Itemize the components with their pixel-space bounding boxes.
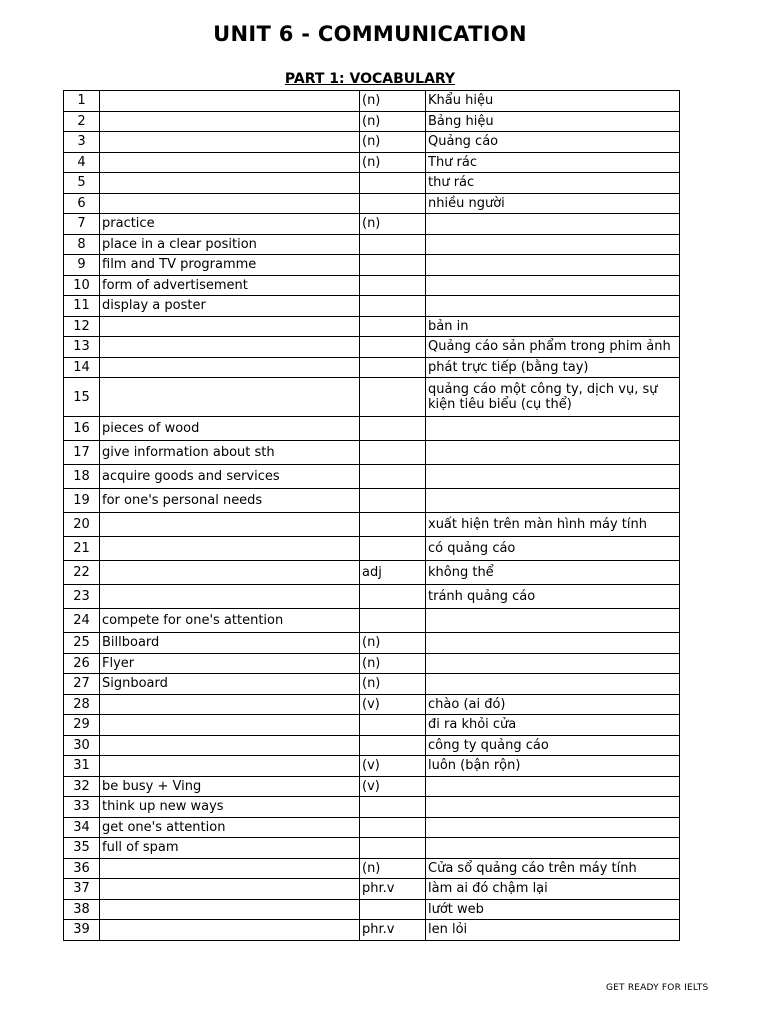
table-row [64,653,680,674]
word-type-cell [360,173,426,194]
vietnamese-meaning-cell [426,797,680,818]
english-term-cell [100,91,360,112]
table-row [64,899,680,920]
word-type-cell [360,465,426,489]
english-term-cell [100,858,360,879]
english-term-cell: acquire goods and services [100,465,360,489]
word-type-cell [360,193,426,214]
table-row [64,674,680,695]
row-number-cell: 20 [64,513,100,537]
word-type-cell [360,585,426,609]
row-number-cell: 4 [64,152,100,173]
row-number-cell: 14 [64,357,100,378]
english-term-cell: form of advertisement [100,275,360,296]
word-type-cell [360,275,426,296]
row-number-cell: 13 [64,337,100,358]
row-number-cell: 3 [64,132,100,153]
row-number-cell: 12 [64,316,100,337]
english-term-cell [100,715,360,736]
english-term-cell: be busy + Ving [100,776,360,797]
table-row [64,756,680,777]
row-number-cell: 26 [64,653,100,674]
row-number-cell: 15 [64,378,100,417]
vietnamese-meaning-cell: Cửa sổ quảng cáo trên máy tính [426,858,680,879]
english-term-cell: for one's personal needs [100,489,360,513]
word-type-cell [360,489,426,513]
word-type-cell [360,357,426,378]
row-number-cell: 32 [64,776,100,797]
table-row [64,234,680,255]
word-type-cell [360,797,426,818]
vietnamese-meaning-cell: xuất hiện trên màn hình máy tính [426,513,680,537]
vietnamese-meaning-cell: công ty quảng cáo [426,735,680,756]
english-term-cell: place in a clear position [100,234,360,255]
vietnamese-meaning-cell: thư rác [426,173,680,194]
row-number-cell: 2 [64,111,100,132]
table-row [64,633,680,654]
row-number-cell: 28 [64,694,100,715]
word-type-cell [360,715,426,736]
table-row [64,132,680,153]
word-type-cell: (v) [360,694,426,715]
english-term-cell [100,378,360,417]
english-term-cell: think up new ways [100,797,360,818]
table-row [64,513,680,537]
word-type-cell [360,537,426,561]
english-term-cell [100,756,360,777]
word-type-cell: (n) [360,674,426,695]
vietnamese-meaning-cell: Khẩu hiệu [426,91,680,112]
vietnamese-meaning-cell: lướt web [426,899,680,920]
vietnamese-meaning-cell [426,214,680,235]
vietnamese-meaning-cell: len lỏi [426,920,680,941]
table-row [64,797,680,818]
vietnamese-meaning-cell: bản in [426,316,680,337]
table-row [64,275,680,296]
table-row [64,537,680,561]
row-number-cell: 16 [64,417,100,441]
vietnamese-meaning-cell [426,609,680,633]
row-number-cell: 22 [64,561,100,585]
table-row [64,152,680,173]
row-number-cell: 37 [64,879,100,900]
vietnamese-meaning-cell: tránh quảng cáo [426,585,680,609]
vietnamese-meaning-cell [426,653,680,674]
word-type-cell [360,296,426,317]
word-type-cell: (n) [360,111,426,132]
english-term-cell [100,899,360,920]
row-number-cell: 25 [64,633,100,654]
vietnamese-meaning-cell [426,817,680,838]
vietnamese-meaning-cell: quảng cáo một công ty, dịch vụ, sự kiện tiêu biểu (cụ thể) [426,378,680,417]
vietnamese-meaning-cell: nhiều người [426,193,680,214]
english-term-cell [100,337,360,358]
vietnamese-meaning-cell: luôn (bận rộn) [426,756,680,777]
english-term-cell: get one's attention [100,817,360,838]
word-type-cell: (v) [360,776,426,797]
vietnamese-meaning-cell [426,674,680,695]
table-row [64,694,680,715]
vietnamese-meaning-cell [426,489,680,513]
vietnamese-meaning-cell [426,234,680,255]
table-row [64,465,680,489]
english-term-cell [100,193,360,214]
english-term-cell [100,561,360,585]
row-number-cell: 17 [64,441,100,465]
word-type-cell: (n) [360,152,426,173]
vocabulary-table-body [64,91,680,941]
row-number-cell: 23 [64,585,100,609]
word-type-cell [360,234,426,255]
table-row [64,173,680,194]
table-row [64,441,680,465]
row-number-cell: 30 [64,735,100,756]
table-row [64,378,680,417]
english-term-cell: Billboard [100,633,360,654]
vietnamese-meaning-cell: phát trực tiếp (bằng tay) [426,357,680,378]
vietnamese-meaning-cell: đi ra khỏi cửa [426,715,680,736]
table-row [64,817,680,838]
vietnamese-meaning-cell: có quảng cáo [426,537,680,561]
table-row [64,776,680,797]
vietnamese-meaning-cell [426,465,680,489]
table-row [64,879,680,900]
row-number-cell: 10 [64,275,100,296]
vietnamese-meaning-cell [426,838,680,859]
row-number-cell: 36 [64,858,100,879]
vietnamese-meaning-cell [426,275,680,296]
english-term-cell [100,173,360,194]
row-number-cell: 1 [64,91,100,112]
table-row [64,214,680,235]
english-term-cell [100,585,360,609]
word-type-cell: (v) [360,756,426,777]
page-title: UNIT 6 - COMMUNICATION [213,22,527,46]
table-row [64,735,680,756]
word-type-cell [360,817,426,838]
english-term-cell: compete for one's attention [100,609,360,633]
row-number-cell: 33 [64,797,100,818]
word-type-cell: phr.v [360,920,426,941]
section-title: PART 1: VOCABULARY [284,71,456,87]
row-number-cell: 6 [64,193,100,214]
vietnamese-meaning-cell [426,255,680,276]
english-term-cell [100,152,360,173]
row-number-cell: 34 [64,817,100,838]
vietnamese-meaning-cell [426,441,680,465]
table-row [64,296,680,317]
word-type-cell: (n) [360,132,426,153]
word-type-cell [360,838,426,859]
table-row [64,838,680,859]
word-type-cell: (n) [360,633,426,654]
row-number-cell: 19 [64,489,100,513]
table-row [64,111,680,132]
english-term-cell: display a poster [100,296,360,317]
row-number-cell: 18 [64,465,100,489]
vietnamese-meaning-cell [426,633,680,654]
row-number-cell: 27 [64,674,100,695]
vietnamese-meaning-cell [426,417,680,441]
english-term-cell [100,537,360,561]
english-term-cell: give information about sth [100,441,360,465]
table-row [64,193,680,214]
english-term-cell: film and TV programme [100,255,360,276]
word-type-cell [360,735,426,756]
row-number-cell: 9 [64,255,100,276]
row-number-cell: 31 [64,756,100,777]
vocabulary-table [63,90,680,941]
vietnamese-meaning-cell [426,776,680,797]
vietnamese-meaning-cell: Thư rác [426,152,680,173]
vietnamese-meaning-cell: Quảng cáo [426,132,680,153]
word-type-cell [360,609,426,633]
vietnamese-meaning-cell: làm ai đó chậm lại [426,879,680,900]
table-row [64,858,680,879]
table-row [64,255,680,276]
row-number-cell: 38 [64,899,100,920]
row-number-cell: 21 [64,537,100,561]
english-term-cell [100,132,360,153]
vietnamese-meaning-cell: chào (ai đó) [426,694,680,715]
english-term-cell [100,513,360,537]
vietnamese-meaning-cell: không thể [426,561,680,585]
english-term-cell [100,316,360,337]
word-type-cell: (n) [360,653,426,674]
word-type-cell: (n) [360,858,426,879]
table-row [64,561,680,585]
word-type-cell: (n) [360,91,426,112]
table-row [64,489,680,513]
english-term-cell: full of spam [100,838,360,859]
word-type-cell [360,417,426,441]
table-row [64,920,680,941]
word-type-cell [360,316,426,337]
english-term-cell: Flyer [100,653,360,674]
table-row [64,337,680,358]
table-row [64,715,680,736]
table-row [64,316,680,337]
row-number-cell: 39 [64,920,100,941]
word-type-cell: (n) [360,214,426,235]
table-row [64,357,680,378]
row-number-cell: 35 [64,838,100,859]
word-type-cell [360,255,426,276]
vietnamese-meaning-cell: Quảng cáo sản phẩm trong phim ảnh [426,337,680,358]
footer-text: GET READY FOR IELTS [606,983,709,993]
english-term-cell [100,920,360,941]
word-type-cell: phr.v [360,879,426,900]
table-row [64,609,680,633]
row-number-cell: 8 [64,234,100,255]
english-term-cell [100,694,360,715]
row-number-cell: 5 [64,173,100,194]
vietnamese-meaning-cell: Bảng hiệu [426,111,680,132]
english-term-cell [100,735,360,756]
table-row [64,417,680,441]
row-number-cell: 7 [64,214,100,235]
row-number-cell: 11 [64,296,100,317]
english-term-cell: pieces of wood [100,417,360,441]
table-row [64,91,680,112]
word-type-cell [360,513,426,537]
english-term-cell: practice [100,214,360,235]
word-type-cell: adj [360,561,426,585]
word-type-cell [360,378,426,417]
english-term-cell [100,357,360,378]
english-term-cell [100,111,360,132]
word-type-cell [360,899,426,920]
row-number-cell: 24 [64,609,100,633]
row-number-cell: 29 [64,715,100,736]
word-type-cell [360,337,426,358]
table-row [64,585,680,609]
english-term-cell: Signboard [100,674,360,695]
vietnamese-meaning-cell [426,296,680,317]
word-type-cell [360,441,426,465]
english-term-cell [100,879,360,900]
